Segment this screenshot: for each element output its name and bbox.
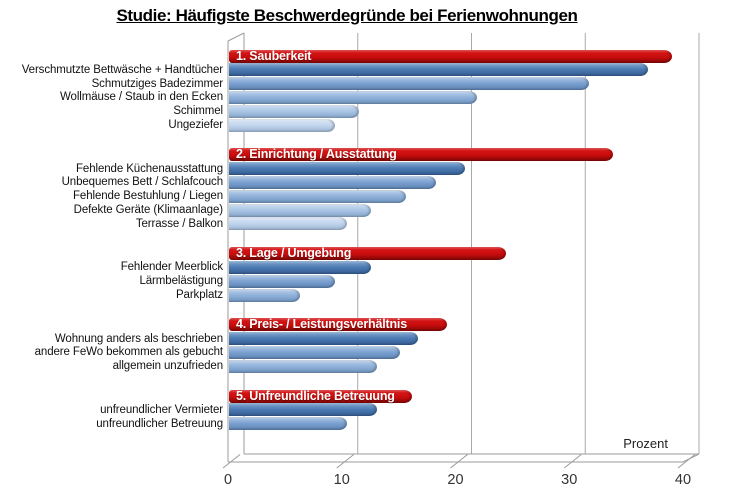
item-bar [229, 63, 648, 76]
x-axis-label: Prozent [623, 436, 668, 451]
item-label: unfreundlicher Betreuung [96, 417, 223, 430]
item-label: allgemein unzufrieden [112, 360, 223, 373]
x-tick-label: 30 [561, 472, 578, 488]
group-header-bar [229, 318, 447, 331]
item-label: Terrasse / Balkon [135, 217, 223, 230]
group-header-bar [229, 148, 613, 161]
group-header-bar [229, 390, 412, 403]
item-bar [229, 91, 477, 104]
x-tick-label: 0 [223, 472, 233, 488]
group-header-bar [229, 247, 506, 260]
item-bar [229, 190, 406, 203]
item-label: Defekte Geräte (Klimaanlage) [73, 204, 223, 216]
group-header-label: 4. Preis- / Leistungsverhältnis [236, 317, 407, 332]
item-bar [229, 105, 359, 118]
x-tick-label: 10 [333, 472, 350, 488]
item-label: Wohnung anders als beschrieben [54, 332, 223, 345]
group-header-label: 5. Unfreundliche Betreuung [236, 388, 395, 403]
item-label: Lärmbelästigung [139, 275, 223, 288]
item-bar [229, 176, 436, 189]
page-title: Studie: Häufigste Beschwerdegründe bei Ferienwohnungen [116, 6, 578, 25]
item-bar [229, 217, 347, 230]
item-bar [229, 162, 465, 175]
item-label: Fehlende Küchenausstattung [75, 162, 223, 175]
item-bar [229, 360, 377, 373]
item-bar [229, 417, 347, 430]
item-bar [229, 289, 300, 302]
item-label: andere FeWo bekommen als gebucht [34, 346, 223, 359]
item-label: unfreundlicher Vermieter [100, 403, 223, 416]
item-bar [229, 275, 335, 288]
item-label: Fehlender Meerblick [120, 261, 223, 274]
item-bar [229, 204, 371, 217]
x-tick-label: 20 [447, 472, 464, 488]
item-label: Schmutziges Badezimmer [91, 77, 223, 90]
group-header-label: 2. Einrichtung / Ausstattung [236, 147, 397, 162]
item-bar [229, 77, 589, 90]
group-header-bar [229, 50, 672, 63]
item-bar [229, 332, 418, 345]
item-label: Parkplatz [175, 289, 223, 301]
item-bar [229, 261, 371, 274]
item-label: Wollmäuse / Staub in den Ecken [60, 91, 223, 104]
group-header-label: 1. Sauberkeit [236, 48, 312, 63]
item-label: Unbequemes Bett / Schlafcouch [61, 176, 223, 189]
item-label: Schimmel [173, 105, 223, 118]
group-header-label: 3. Lage / Umgebung [236, 246, 352, 261]
item-label: Verschmutzte Bettwäsche + Handtücher [21, 63, 223, 76]
item-bar [229, 346, 400, 359]
x-tick-label: 40 [674, 472, 692, 488]
item-label: Ungeziefer [168, 119, 223, 131]
item-bar [229, 403, 377, 416]
item-bar [229, 119, 335, 132]
item-label: Fehlende Bestuhlung / Liegen [72, 190, 223, 203]
